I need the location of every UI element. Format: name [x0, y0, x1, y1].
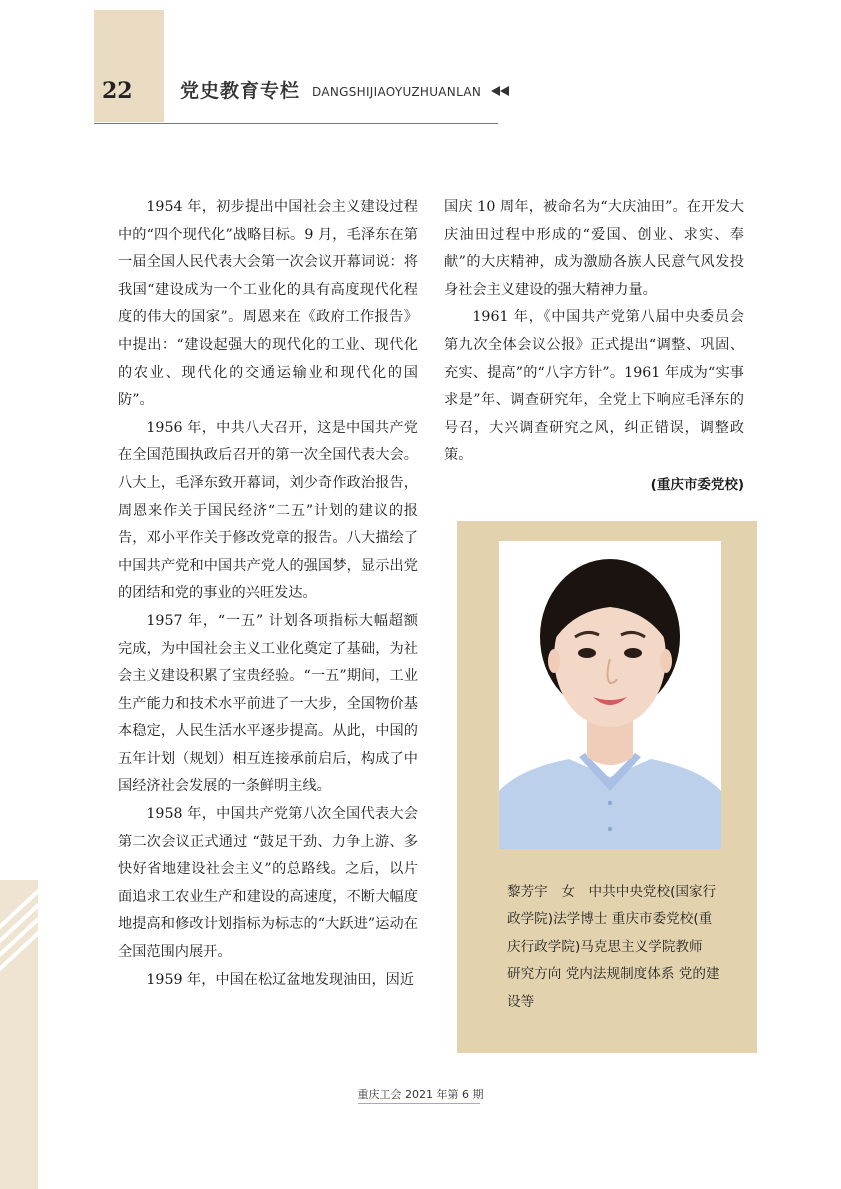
article-source: (重庆市委党校) [650, 476, 744, 493]
footer-rule [358, 1103, 480, 1104]
article-paragraph: 1959 年，中国在松辽盆地发现油田，因近 [146, 971, 415, 988]
article-right-column [444, 194, 744, 500]
decorative-stripes [0, 880, 38, 1189]
page-number: 22 [102, 78, 133, 104]
article-paragraph: 1958 年，中国共产党第八次全国代表大会第二次会议正式通过 “鼓足干劲、力争上游、多快好省地建设社会主义”的总路线。之后，以片面追求工农业生产和建设的高速度，不断大幅度地提高和修改计划指标为标志的“大跃进”运动在全国范围内展开。 [118, 806, 418, 961]
header-color-block [94, 10, 164, 122]
author-bio: 黎芳宇 女 中共中央党校(国家行政学院)法学博士 重庆市委党校(重庆行政学院)马克思主义学院教师 研究方向 党内法规制度体系 党的建设等 [507, 884, 720, 1010]
article-paragraph: 1957 年，“一五” 计划各项指标大幅超额完成，为中国社会主义工业化奠定了基础，为社会主义建设积累了宝贵经验。“一五”期间，工业生产能力和技术水平前进了一大步，全国物价基本稳定，人民生活水平逐步提高。从此，中国的五年计划（规划）相互连接承前启后，构成了中国经济社会发展的一条鲜明主线。 [118, 612, 418, 795]
author-photo [499, 541, 721, 849]
author-panel [457, 521, 757, 1053]
double-left-arrow-icon [490, 86, 510, 96]
header-rule [94, 123, 498, 124]
article-left-column [118, 194, 418, 994]
article-paragraph: 1961 年，《中国共产党第八届中央委员会第九次全体会议公报》正式提出“调整、巩固、充实、提高”的“八字方针”。1961 年成为“实事求是”年、调查研究年，全党上下响应毛泽东的号召，大兴调查研究之风，纠正错误，调整政策。 [444, 309, 744, 464]
article-paragraph-continued: 国庆 10 周年，被命名为“大庆油田”。在开发大庆油田过程中形成的“爱国、创业、求实、奉献”的大庆精神，成为激励各族人民意气风发投身社会主义建设的强大精神力量。 [444, 199, 744, 298]
footer-issue: 重庆工会 2021 年第 6 期 [357, 1088, 484, 1101]
column-title: 党史教育专栏 [180, 80, 301, 102]
column-subtitle: DANGSHIJIAOYUZHUANLAN [312, 85, 482, 99]
article-paragraph: 1954 年，初步提出中国社会主义建设过程中的“四个现代化”战略目标。9 月，毛泽东在第一届全国人民代表大会第一次会议开幕词说：将我国“建设成为一个工业化的具有高度现代化程度的伟大的国家”。周恩来在《政府工作报告》中提出：“建设起强大的现代化的工业、现代化的农业、现代化的交通运输业和现代化的国防”。 [118, 199, 418, 409]
article-paragraph: 1956 年，中共八大召开，这是中国共产党在全国范围执政后召开的第一次全国代表大会。八大上，毛泽东致开幕词，刘少奇作政治报告，周恩来作关于国民经济“二五”计划的建议的报告，邓小平作关于修改党章的报告。八大描绘了中国共产党和中国共产党人的强国梦，显示出党的团结和党的事业的兴旺发达。 [118, 419, 418, 602]
